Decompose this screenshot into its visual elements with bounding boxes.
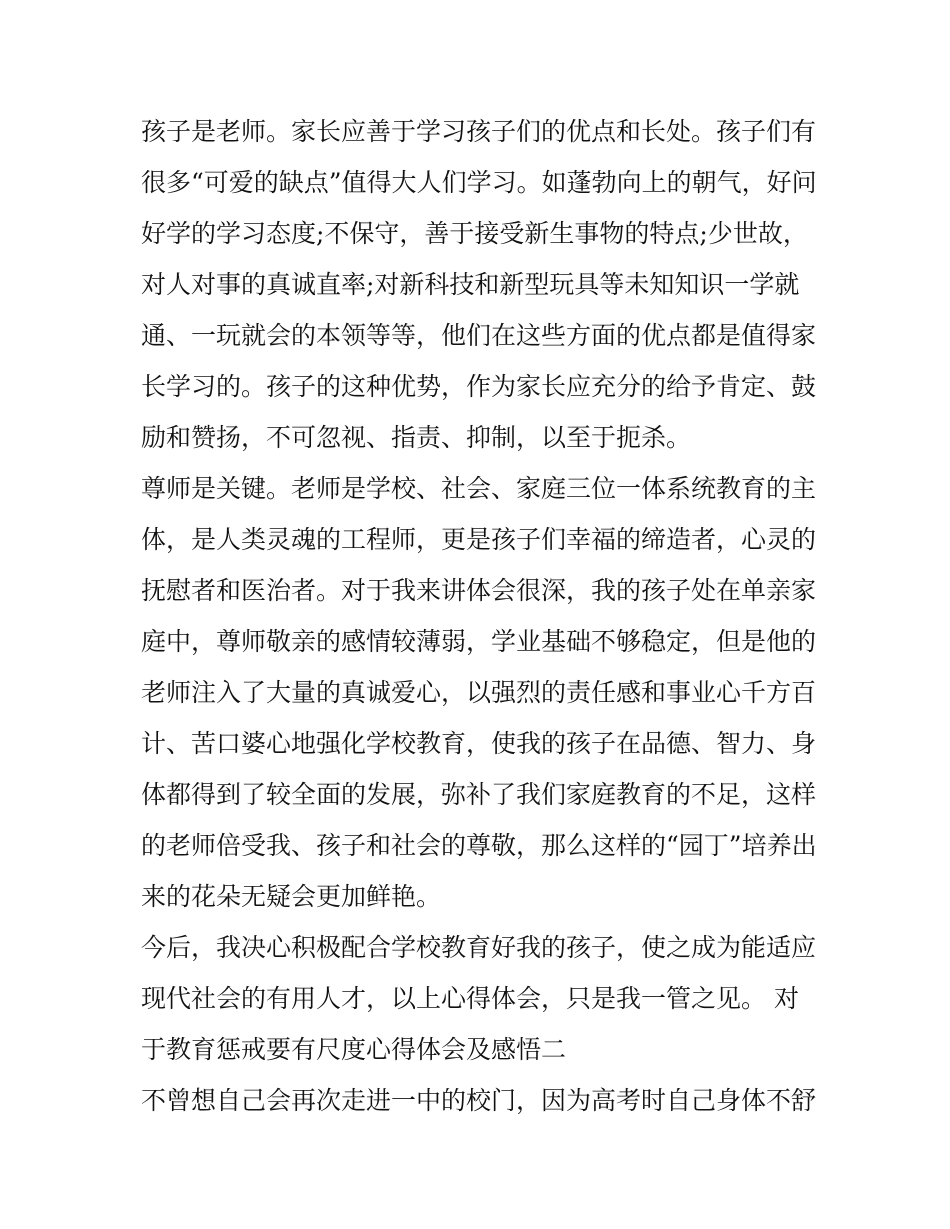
text-line: 励和赞扬，不可忽视、指责、抑制，以至于扼杀。 — [141, 423, 692, 452]
text-line: 现代社会的有用人才，以上心得体会，只是我一管之见。 对 — [141, 984, 799, 1013]
text-line: 体都得到了较全面的发展，弥补了我们家庭教育的不足，这样 — [141, 780, 817, 809]
text-line: 体，是人类灵魂的工程师，更是孩子们幸福的缔造者，心灵的 — [141, 525, 817, 554]
text-line: 对人对事的真诚直率;对新科技和新型玩具等未知知识一学就 — [141, 270, 800, 299]
text-line: 今后，我决心积极配合学校教育好我的孩子，使之成为能适应 — [141, 933, 817, 962]
text-line: 来的花朵无疑会更加鲜艳。 — [141, 882, 442, 911]
body-text — [141, 106, 821, 1126]
text-line: 的老师倍受我、孩子和社会的尊敬，那么这样的“园丁”培养出 — [141, 831, 817, 860]
text-line: 于教育惩戒要有尺度心得体会及感悟二 — [141, 1035, 567, 1064]
text-line: 计、苦口婆心地强化学校教育，使我的孩子在品德、智力、身 — [141, 729, 817, 758]
text-line: 抚慰者和医治者。对于我来讲体会很深，我的孩子处在单亲家 — [141, 576, 817, 605]
text-line: 长学习的。孩子的这种优势，作为家长应充分的给予肯定、鼓 — [141, 372, 817, 401]
text-line: 孩子是老师。家长应善于学习孩子们的优点和长处。孩子们有 — [141, 117, 817, 146]
text-line: 很多“可爱的缺点”值得大人们学习。如蓬勃向上的朝气，好问 — [141, 168, 817, 197]
text-line: 好学的学习态度;不保守，善于接受新生事物的特点;少世故， — [141, 219, 808, 248]
text-line: 通、一玩就会的本领等等，他们在这些方面的优点都是值得家 — [141, 321, 817, 350]
text-line: 庭中，尊师敬亲的感情较薄弱，学业基础不够稳定，但是他的 — [141, 627, 817, 656]
text-line: 老师注入了大量的真诚爱心，以强烈的责任感和事业心千方百 — [141, 678, 817, 707]
text-line: 尊师是关键。老师是学校、社会、家庭三位一体系统教育的主 — [141, 474, 817, 503]
text-line: 不曾想自己会再次走进一中的校门，因为高考时自己身体不舒 — [141, 1086, 817, 1115]
